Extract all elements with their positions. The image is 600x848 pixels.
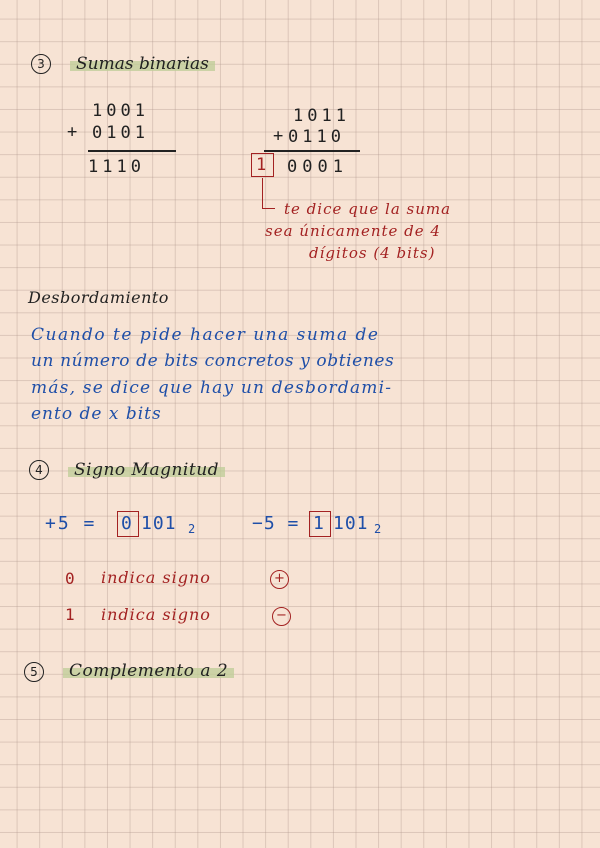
- pos-base: 2: [188, 522, 196, 536]
- overflow-title: Desbordamiento: [28, 288, 169, 307]
- sum1-line: [88, 150, 176, 152]
- note-line-2: sea únicamente de 4: [265, 222, 441, 240]
- sum2-carry: 1: [256, 155, 267, 175]
- sum2-operand-a: 1011: [293, 106, 350, 126]
- overflow-line-4: ento de x bits: [31, 404, 162, 424]
- sum2-operand-b: 0110: [288, 127, 345, 147]
- minus-sign-icon: −: [272, 606, 291, 626]
- section-3-title: Sumas binarias: [70, 54, 215, 74]
- one-digit: 1: [65, 605, 75, 624]
- overflow-line-1: Cuando te pide hacer una suma de: [31, 325, 380, 345]
- plus-sign-icon: +: [270, 569, 289, 589]
- section-4-number: 4: [29, 460, 49, 480]
- sum2-result: 0001: [287, 157, 348, 177]
- section-5-title: Complemento a 2: [63, 661, 234, 681]
- section-4-title: Signo Magnitud: [68, 460, 225, 480]
- section-3-number: 3: [31, 54, 51, 74]
- zero-digit: 0: [65, 569, 75, 588]
- one-text: indica signo: [101, 605, 211, 624]
- neg-base: 2: [374, 522, 382, 536]
- zero-text: indica signo: [101, 568, 211, 587]
- neg-sign-bit: 1: [313, 513, 324, 534]
- pos-magnitude: 101: [141, 513, 177, 534]
- note-line-3: dígitos (4 bits): [309, 244, 436, 262]
- sum1-operand-b: 0101: [92, 123, 149, 143]
- section-5-number: 5: [24, 662, 44, 682]
- sum2-line: [264, 150, 360, 152]
- overflow-line-3: más, se dice que hay un desbordami-: [31, 378, 393, 398]
- note-bracket: [262, 178, 275, 209]
- sum2-plus: +: [273, 126, 284, 146]
- neg-magnitude: 101: [333, 513, 369, 534]
- sum1-operand-a: 1001: [92, 101, 149, 121]
- overflow-line-2: un número de bits concretos y obtienes: [31, 351, 395, 371]
- pos-lhs: +5 =: [45, 513, 97, 534]
- note-line-1: te dice que la suma: [284, 200, 452, 218]
- neg-lhs: −5 =: [252, 513, 300, 534]
- sum1-plus: +: [67, 122, 78, 142]
- pos-sign-bit: 0: [121, 513, 132, 534]
- sum1-result: 1110: [88, 157, 145, 177]
